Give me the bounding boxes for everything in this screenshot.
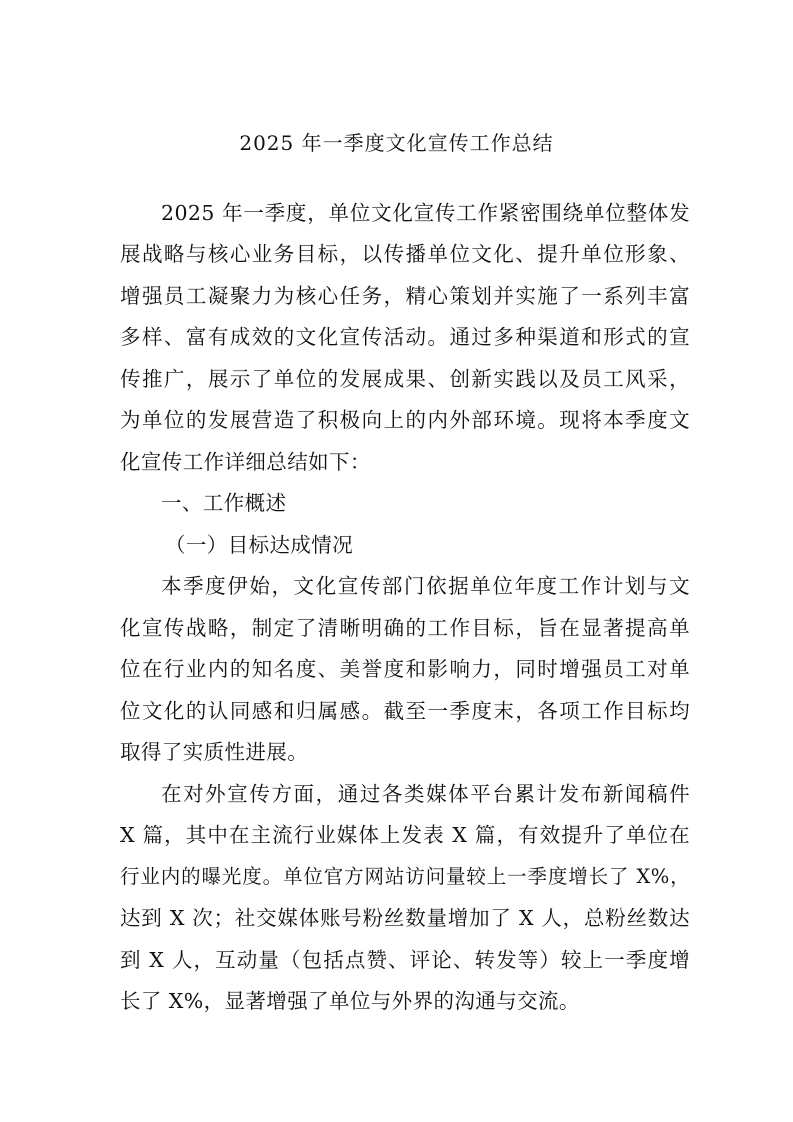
paragraph-line: 多样、富有成效的文化宣传活动。通过多种渠道和形式的宣 (120, 325, 690, 349)
document-title: 2025 年一季度文化宣传工作总结 (239, 131, 554, 155)
paragraph-line: 增强员工凝聚力为核心任务，精心策划并实施了一系列丰富 (120, 284, 690, 308)
paragraph-line: 行业内的曝光度。单位官方网站访问量较上一季度增长了 X%， (120, 865, 690, 888)
section-heading: 一、工作概述 (161, 491, 287, 515)
paragraph-line: 展战略与核心业务目标，以传播单位文化、提升单位形象、 (120, 242, 690, 266)
paragraph-line: 化宣传战略，制定了清晰明确的工作目标，旨在显著提高单 (120, 616, 690, 640)
paragraph-line: X 篇，其中在主流行业媒体上发表 X 篇，有效提升了单位在 (120, 823, 690, 847)
paragraph-line: 位在行业内的知名度、美誉度和影响力，同时增强员工对单 (120, 657, 690, 681)
paragraph-line: 为单位的发展营造了积极向上的内外部环境。现将本季度文 (120, 408, 690, 432)
paragraph-line: 长了 X%，显著增强了单位与外界的沟通与交流。 (120, 989, 580, 1013)
subsection-heading: （一）目标达成情况 (165, 533, 354, 557)
paragraph-line: 传推广，展示了单位的发展成果、创新实践以及员工风采， (120, 367, 690, 391)
paragraph-line: 到 X 人，互动量（包括点赞、评论、转发等）较上一季度增 (120, 948, 690, 972)
paragraph-line: 本季度伊始，文化宣传部门依据单位年度工作计划与文 (161, 574, 690, 598)
paragraph-line: 达到 X 次；社交媒体账号粉丝数量增加了 X 人，总粉丝数达 (120, 906, 690, 930)
paragraph-line: 化宣传工作详细总结如下： (120, 450, 371, 474)
paragraph-line: 位文化的认同感和归属感。截至一季度末，各项工作目标均 (120, 699, 690, 723)
paragraph-line: 在对外宣传方面，通过各类媒体平台累计发布新闻稿件 (161, 782, 690, 806)
paragraph-line: 取得了实质性进展。 (120, 740, 309, 764)
paragraph-line: 2025 年一季度，单位文化宣传工作紧密围绕单位整体发 (161, 201, 690, 225)
